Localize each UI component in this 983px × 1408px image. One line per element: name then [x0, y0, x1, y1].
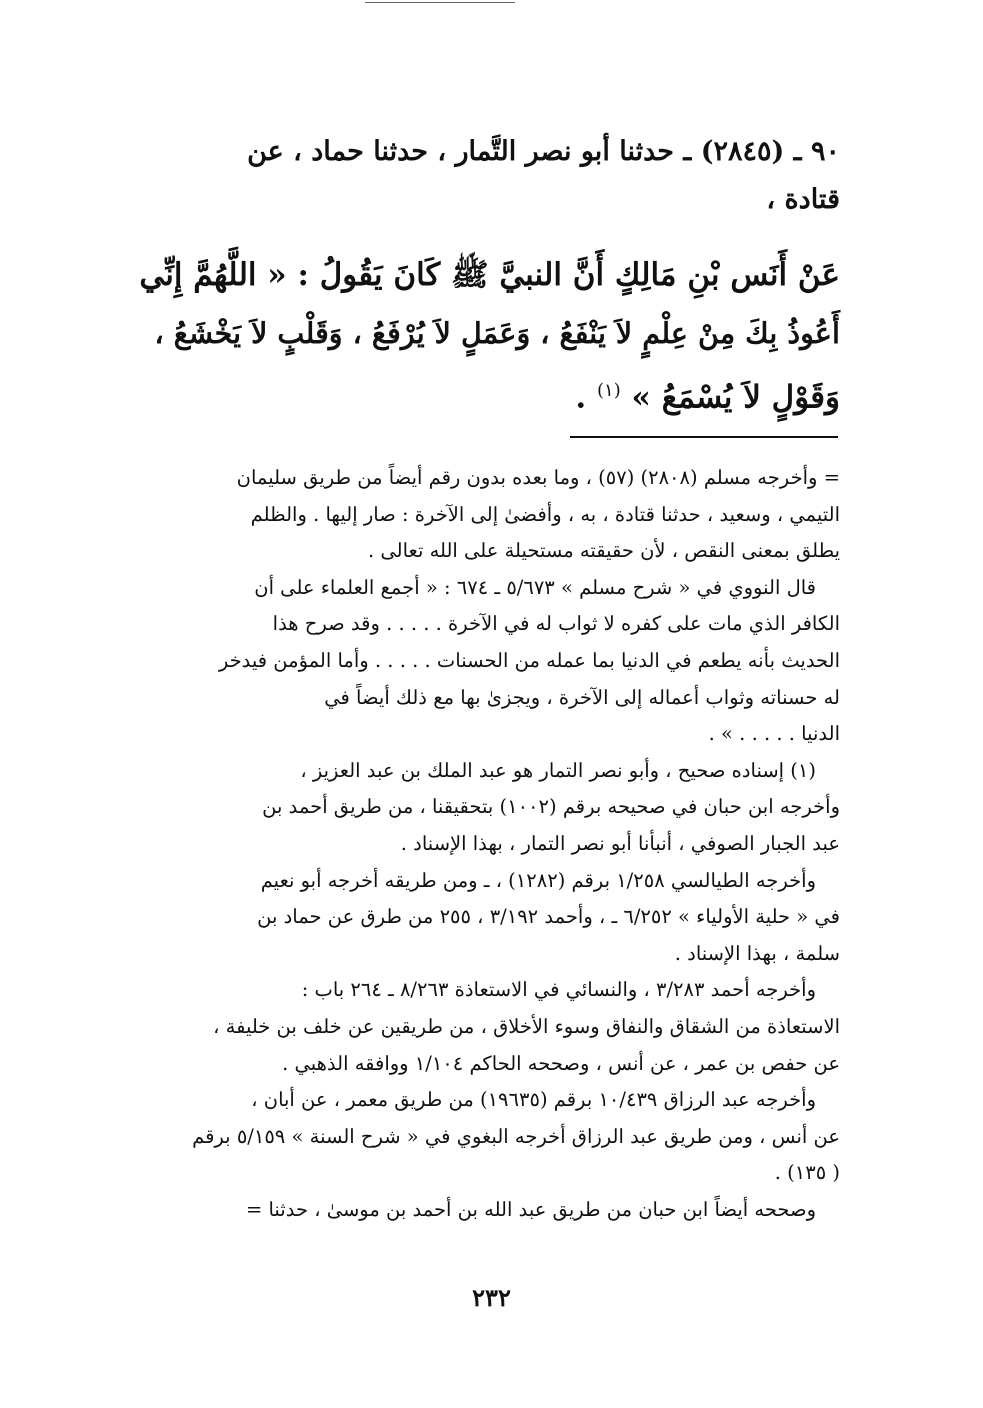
footnote-line: الاستعاذة من الشقاق والنفاق وسوء الأخلاق ، من طريقين عن خلف بن خليفة ،	[213, 1014, 840, 1038]
footnote-line: عن أنس ، ومن طريق عبد الرزاق أخرجه البغوي في « شرح السنة » ٥/١٥٩ برقم	[192, 1124, 840, 1148]
hadith-end-mark: .	[575, 379, 597, 416]
hadith-line: عَنْ أَنَس بْنِ مَالِكٍ أَنَّ النبيَّ ﷺ كَانَ يَقُولُ : « اللَّهُمَّ إِنِّي	[139, 257, 840, 293]
footnote-separator	[570, 436, 838, 438]
hadith-header	[140, 128, 840, 224]
footnote-line: (١) إسناده صحيح ، وأبو نصر التمار هو عبد الملك بن عبد العزيز ،	[300, 758, 816, 782]
hadith-line-last	[140, 362, 840, 426]
footnote-line: وأخرجه عبد الرزاق ١٠/٤٣٩ برقم (١٩٦٣٥) من طريق معمر ، عن أبان ،	[251, 1088, 816, 1112]
footnote-line: الدنيا . . . . . » .	[708, 722, 840, 746]
footnote-line: التيمي ، وسعيد ، حدثنا قتادة ، به ، وأفضىٰ إلى الآخرة : صار إليها . والظلم	[250, 502, 840, 526]
footnote-line: ( ١٣٥) .	[774, 1161, 840, 1185]
page-number: ٢٣٢	[472, 1283, 511, 1312]
footnote-line: وصححه أيضاً ابن حبان من طريق عبد الله بن أحمد بن موسىٰ ، حدثنا =	[245, 1197, 816, 1221]
footnote-line: له حسناته وثواب أعماله إلى الآخرة ، ويجزىٰ بها مع ذلك أيضاً في	[324, 685, 840, 709]
hadith-line: أَعُوذُ بِكَ مِنْ عِلْمٍ لاَ يَنْفَعُ ، وَعَمَلٍ لاَ يُرْفَعُ ، وَقَلْبٍ لاَ يَخْشَعُ ،	[154, 316, 840, 350]
footnote-line: عن حفص بن عمر ، عن أنس ، وصححه الحاكم ١/١٠٤ ووافقه الذهبي .	[282, 1051, 840, 1075]
footnote-line: وأخرجه ابن حبان في صحيحه برقم (١٠٠٢) بتحقيقنا ، من طريق أحمد بن	[262, 795, 840, 819]
footnote-line: الكافر الذي مات على كفره لا ثواب له في الآخرة . . . . . وقد صرح هذا	[272, 612, 840, 636]
footnote-line: في « حلية الأولياء » ٦/٢٥٢ ـ ، وأحمد ٣/١٩٢ ، ٢٥٥ من طرق عن حماد بن	[257, 905, 840, 929]
hadith-line-text: وَقَوْلٍ لاَ يُسْمَعُ »	[631, 379, 840, 416]
footnote-line: عبد الجبار الصوفي ، أنبأنا أبو نصر التمار ، بهذا الإسناد .	[400, 831, 840, 855]
header-line: ٩٠ ـ (٢٨٤٥) ـ حدثنا أبو نصر التَّمار ، حدثنا حماد ، عن	[247, 136, 840, 167]
footnote-line: الحديث بأنه يطعم في الدنيا بما عمله من الحسنات . . . . . وأما المؤمن فيدخر	[218, 648, 840, 672]
footnote-line: وأخرجه الطيالسي ١/٢٥٨ برقم (١٢٨٢) ، ـ ومن طريقه أخرجه أبو نعيم	[260, 868, 816, 892]
top-rule	[365, 2, 515, 3]
header-line: قتادة ،	[766, 184, 840, 215]
footnote-line: = وأخرجه مسلم (٢٨٠٨) (٥٧) ، وما بعده بدون رقم أيضاً من طريق سليمان	[236, 466, 840, 489]
footnote-line: قال النووي في « شرح مسلم » ٥/٦٧٣ ـ ٦٧٤ : « أجمع العلماء على أن	[254, 575, 816, 599]
footnotes	[140, 460, 840, 1228]
footnote-line: يطلق بمعنى النقص ، لأن حقيقته مستحيلة على الله تعالى .	[368, 539, 840, 563]
footnote-line: سلمة ، بهذا الإسناد .	[674, 941, 840, 965]
hadith-text	[140, 246, 840, 426]
footnote-reference: (١)	[597, 380, 621, 401]
footnote-line: وأخرجه أحمد ٣/٢٨٣ ، والنسائي في الاستعاذة ٨/٢٦٣ ـ ٢٦٤ باب :	[301, 978, 816, 1002]
